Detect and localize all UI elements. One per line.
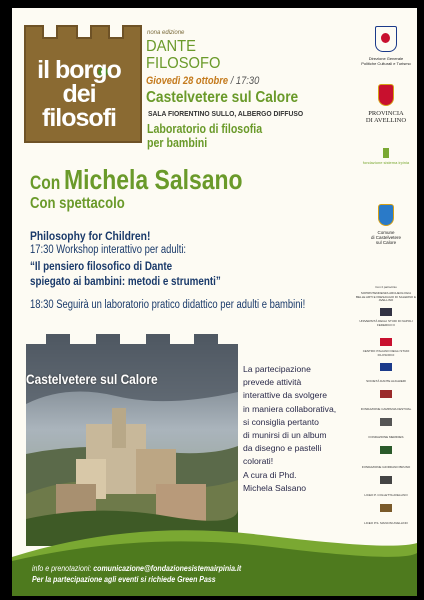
logo-line-1: il borgo (37, 56, 121, 84)
note-line: colorati! (243, 456, 274, 467)
guest-heading (30, 164, 243, 196)
photo-caption: Castelvetere sul Calore (26, 371, 158, 387)
borgo-dei-filosofi-logo (23, 24, 143, 144)
logo-text (23, 58, 135, 130)
note-line: in maniera collaborativa, (243, 403, 337, 414)
note-line: si consiglia pertanto (243, 416, 319, 427)
comune-line-2: di Castelvetere (370, 235, 401, 240)
partners-label: Con il patrocinio (375, 285, 397, 289)
green-pass-note: Per la partecipazione agli eventi si richiede Green Pass (32, 575, 216, 584)
note-line: La partecipazione (243, 364, 311, 374)
comune-caption (356, 230, 416, 245)
event-city: Castelvetere sul Calore (146, 89, 299, 106)
edition-label: nona edizione (147, 30, 185, 36)
workshop-title (30, 259, 221, 289)
region-line-2: Politiche Culturali e Turismo (361, 61, 411, 66)
lab-title (147, 122, 262, 150)
partner-logo-icon (380, 418, 392, 426)
logo-line-2: dei (62, 80, 96, 108)
followup-line: 18:30 Seguirà un laboratorio pratico didattico per adulti e bambini! (30, 299, 306, 311)
series-title-line-1: DANTE (146, 38, 196, 55)
partner-name: LICEO P.S. MANCINI AVELLINO (364, 521, 408, 525)
workshop-title-line-1: “Il pensiero filosofico di Dante (30, 259, 173, 273)
region-caption (356, 56, 416, 66)
partner-logo-icon (380, 363, 392, 371)
note-line: prevede attività (243, 377, 302, 388)
partner-name: SOCIETÀ DANTE ALIGHIERI (366, 379, 406, 383)
note-line: Michela Salsano (243, 482, 307, 493)
info-label: info e prenotazioni: (32, 564, 92, 573)
event-date (146, 75, 259, 87)
guest-name: Michela Salsano (63, 164, 243, 195)
time-text: / 17:30 (230, 75, 260, 87)
note-line: da disegno e pastelli (243, 443, 322, 454)
fondazione-caption: fondazione sistema irpinia (362, 160, 410, 165)
province-line-2: DI AVELLINO (365, 117, 407, 124)
partner-logo-icon (380, 476, 392, 484)
lab-title-line-1: Laboratorio di filosofia (147, 122, 263, 136)
contact-email-link[interactable]: comunicazione@fondazionesistemairpinia.it (93, 564, 242, 573)
partner-logo-icon (380, 390, 392, 398)
provincia-crest-icon (378, 84, 394, 106)
partner-logo-icon (380, 338, 392, 346)
partner-name: SOPRINTENDENZA ARCHEOLOGIA BELLE ARTI E PAESAGGIO DI SALERNO E AVELLINO (356, 291, 416, 302)
province-caption (356, 110, 416, 124)
workshop-title-line-2: spiegato ai bambini: metodi e strumenti” (30, 274, 221, 288)
partner-name: FONDAZIONE CAMPANIA FESTIVAL (360, 407, 412, 411)
partner-logo-icon (380, 446, 392, 454)
castelvetere-photo (26, 334, 238, 546)
date-text: Giovedì 28 ottobre (146, 75, 229, 87)
series-title (146, 38, 220, 72)
lab-title-line-2: per bambini (147, 136, 208, 150)
event-poster (12, 8, 417, 596)
fondazione-mark-icon (383, 148, 389, 158)
partner-name: CENTRO ITALIANO DEGLI STUDI FILOSOFICI (362, 349, 410, 357)
note-line: di munirsi di un album (243, 430, 327, 441)
event-venue: SALA FIORENTINO SULLO, ALBERGO DIFFUSO (148, 109, 304, 118)
comune-line-1: Comune (377, 230, 395, 235)
partner-name: LICEO P. COLLETTA AVELLINO (364, 493, 408, 497)
partner-logo-icon (380, 308, 392, 316)
p4c-title: Philosophy for Children! (30, 229, 151, 243)
workshop-line: 17:30 Workshop interattivo per adulti: (30, 244, 187, 256)
show-label: Con spettacolo (30, 195, 125, 212)
participation-notes (243, 363, 353, 495)
sponsors-column (356, 18, 416, 578)
partner-name: UNIVERSITÀ DEGLI STUDI DI NAPOLI FEDERICO II (359, 319, 413, 327)
comune-line-3: sul Calore (375, 240, 397, 245)
partner-logo-icon (380, 504, 392, 512)
note-line: A cura di Phd. (243, 469, 297, 480)
region-line-1: Direzione Generale (368, 56, 404, 61)
series-title-line-2: FILOSOFO (146, 55, 221, 72)
footer-info (32, 563, 241, 585)
note-line: interattive da svolgere (243, 390, 328, 401)
logo-line-3: filosofi (42, 104, 116, 132)
partner-name: FONDAZIONE GIORDANO BRUNO (361, 465, 411, 469)
partner-name: FONDAZIONE MERIDIES (368, 435, 404, 439)
con-label: Con (30, 173, 61, 194)
regione-campania-logo (375, 26, 397, 52)
province-line-1: PROVINCIA (368, 110, 404, 117)
comune-crest-icon (378, 204, 394, 226)
